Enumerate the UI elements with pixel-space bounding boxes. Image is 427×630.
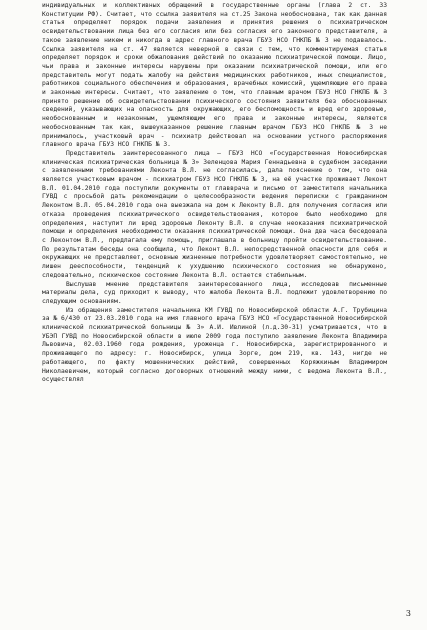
paragraph-2: Представитель заинтересованного лица – ГБУЗ НСО «Государственная Новосибирская клиническая психиатрическая больница № 3» Зеленцова Мария Геннадьевна в судебном заседании с заявленными требованиями Леконта В.Л. не согласилась, дала пояснение о том, что она является участковым врачом - психиатром ГБУЗ НСО ГНКПБ № 3, на её участке проживает Леконт В.Л. 01.04.2010 года поступили документы от главврача и письмо от заместителя начальника ГУВД с просьбой дать рекомендации о целесообразности ведения переписки с гражданином Леконтом В.Л. 05.04.2010 года она выезжала на дом к Леконту В.Л. для получения согласия или отказа проведения психиатрического освидетельствования, которое было необходимо для определения, наступит ли вред здоровью Леконту В.Л. в случае неоказания психиатрической помощи и определения необходимости оказания психиатрической помощи. Она два часа беседовала с Леконтом В.Л., предлагала ему помощь, приглашала в больницу пройти освидетельствование. По результатам беседы она сообщила, что Леконт В.Л. непосредственной опасности для себя и окружающих не представляет, основные жизненные потребности удовлетворяет самостоятельно, не лишен дееспособности, тенденций к ухудшению психического состояния не обнаружено, следовательно, психическое состояние Леконта В.Л. остается стабильным. — [42, 149, 387, 279]
paragraph-4: Из обращения заместителя начальника КМ ГУВД по Новосибирской области А.Г. Трубицина за № 6/430 от 23.03.2010 года на имя главного врача ГБУЗ НСО «Государственной Новосибирской клинической психиатрической больницы № 3» А.И. Ивлиной (л.д.30-31) усматривается, что в УБЭП ГУВД по Новосибирской области в июле 2009 года поступило заявление Леконта Владимира Львовича, 02.03.1960 года рождения, уроженца г. Новосибирска, зарегистрированного и проживающего по адресу: г. Новосибирск, улица Зорге, дом 219, кв. 143, нигде не работающего, по факту мошеннических действий, совершенных Коряжкиным Владимиром Николаевичем, который согласно договорных отношений между ними, с ведома Леконта В.Л., осуществлял — [42, 306, 387, 384]
paragraph-3: Выслушав мнение представителя заинтересованного лица, исследовав письменные материалы дела, суд приходит к выводу, что жалоба Леконта В.Л. подлежит удовлетворению по следующим основаниям. — [42, 280, 387, 305]
document-body — [42, 2, 387, 385]
paragraph-1: индивидуальных и коллективных обращений в государственные органы (глава 2 ст. 33 Конституции РФ). Считает, что ссылка заявителя на ст.25 Закона необоснована, так как данная статья определяет порядок подачи заявления и принятия решения о психиатрическом освидетельствовании лица без его согласия или без согласия его законного представителя, а такое заявление никем и никогда в адрес главного врача ГБУЗ НСО ГНКПБ № 3 не подавалось. Ссылка заявителя на ст. 47 является неверной в связи с тем, что комментируемая статья определяет порядок и сроки обжалования действий по оказанию психиатрической помощи. Лицо, чьи права и законные интересы нарушены при оказании психиатрической помощи, или его представитель могут подать жалобу на действия медицинских работников, иных специалистов, работников социального обеспечения и образования, врачебных комиссий, ущемляющие его права и законные интересы. Считает, что заявление о том, что главным врачом ГБУЗ НСО ГНКПБ № 3 принято решение об освидетельствовании психического состояния заявителя без обоснованных сведений, указывающих на опасность для окружающих, его беспомощность и вред его здоровью, необоснованным и незаконным, ущемляющим его права и законные интересы, является необоснованным так как, вышеуказанное решение главным врачом ГБУЗ НСО ГНКПБ № 3 не принималось, участковый врач - психиатр действовал на основании устного распоряжения главного врача ГБУЗ НСО ГНКПБ № 3. — [42, 2, 387, 149]
page-number: 3 — [405, 609, 411, 618]
